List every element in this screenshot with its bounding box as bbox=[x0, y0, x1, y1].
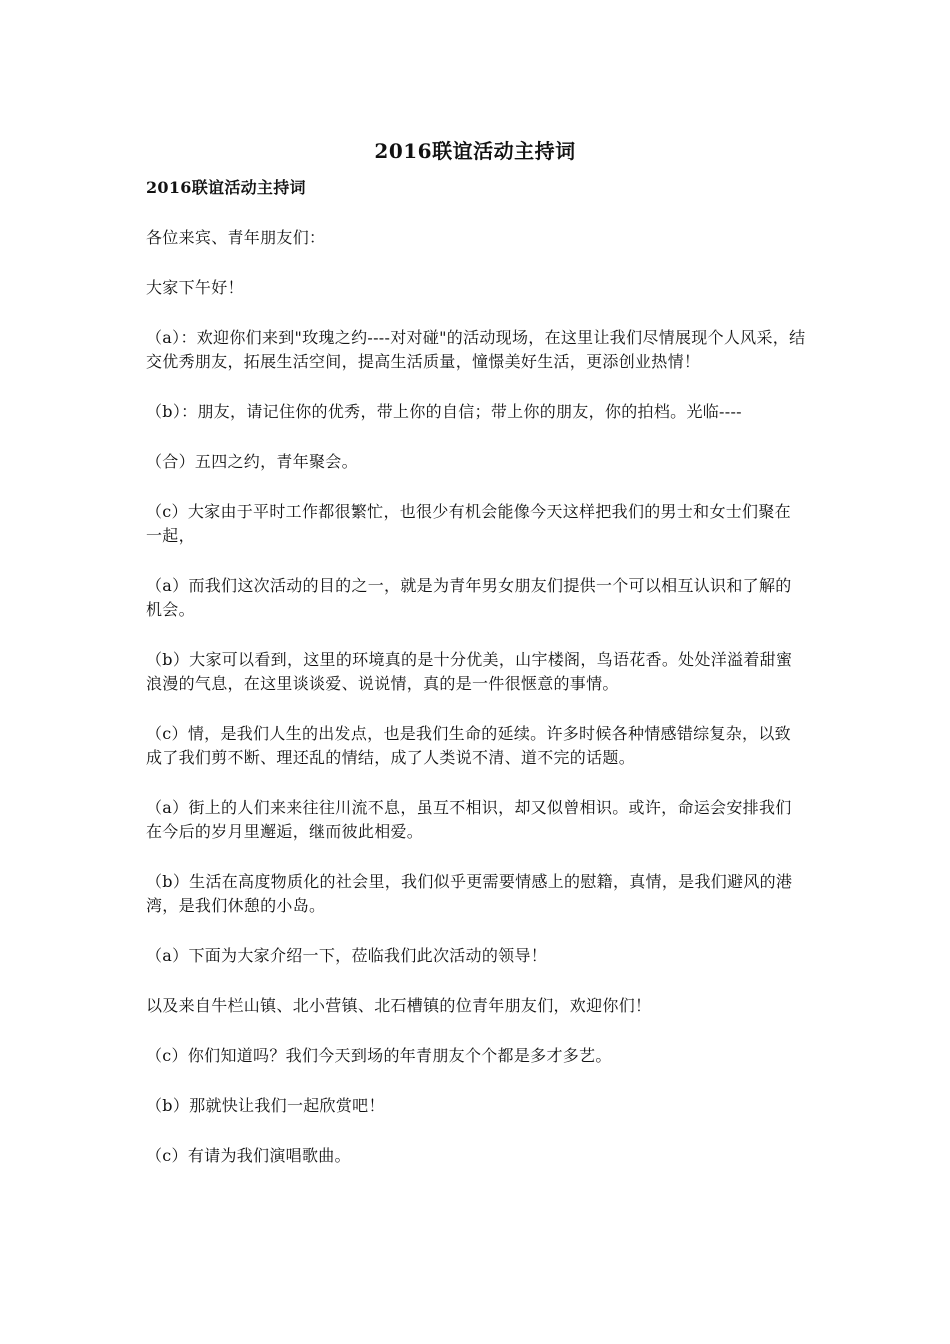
paragraph: （c）情，是我们人生的出发点，也是我们生命的延续。许多时候各种情感错综复杂，以致成了我们剪不断、理还乱的情结，成了人类说不清、道不完的话题。 bbox=[146, 724, 791, 767]
paragraph: （b）生活在高度物质化的社会里，我们似乎更需要情感上的慰籍，真情，是我们避风的港湾，是我们休憩的小岛。 bbox=[146, 872, 793, 915]
document-body bbox=[146, 176, 806, 1194]
paragraph: （b）大家可以看到，这里的环境真的是十分优美，山宇楼阁，鸟语花香。处处洋溢着甜蜜浪漫的气息，在这里谈谈爱、说说情，真的是一件很惬意的事情。 bbox=[146, 650, 793, 693]
paragraph: 各位来宾、青年朋友们： bbox=[146, 228, 326, 247]
paragraph: （c）你们知道吗？我们今天到场的年青朋友个个都是多才多艺。 bbox=[146, 1046, 612, 1065]
paragraph: 以及来自牛栏山镇、北小营镇、北石槽镇的位青年朋友们，欢迎你们！ bbox=[146, 996, 652, 1015]
paragraph: （合）五四之约，青年聚会。 bbox=[146, 452, 358, 471]
paragraph: （c）有请为我们演唱歌曲。 bbox=[146, 1146, 351, 1165]
paragraph: （a）而我们这次活动的目的之一，就是为青年男女朋友们提供一个可以相互认识和了解的机会。 bbox=[146, 576, 792, 619]
paragraph: （b）那就快让我们一起欣赏吧！ bbox=[146, 1096, 385, 1115]
paragraph: （a）下面为大家介绍一下，莅临我们此次活动的领导！ bbox=[146, 946, 548, 965]
document-title: 2016联谊活动主持词 bbox=[374, 139, 576, 163]
paragraph: （a）街上的人们来来往往川流不息，虽互不相识，却又似曾相识。或许，命运会安排我们在今后的岁月里邂逅，继而彼此相爱。 bbox=[146, 798, 792, 841]
paragraph: 大家下午好！ bbox=[146, 278, 244, 297]
document-subtitle: 2016联谊活动主持词 bbox=[146, 178, 306, 197]
paragraph: （a）：欢迎你们来到"玫瑰之约----对对碰"的活动现场，在这里让我们尽情展现个人风采，结交优秀朋友，拓展生活空间，提高生活质量，憧憬美好生活，更添创业热情！ bbox=[146, 328, 806, 371]
paragraph: （b）：朋友，请记住你的优秀，带上你的自信；带上你的朋友，你的拍档。光临---- bbox=[146, 402, 742, 421]
paragraph: （c）大家由于平时工作都很繁忙，也很少有机会能像今天这样把我们的男士和女士们聚在一起， bbox=[146, 502, 791, 545]
